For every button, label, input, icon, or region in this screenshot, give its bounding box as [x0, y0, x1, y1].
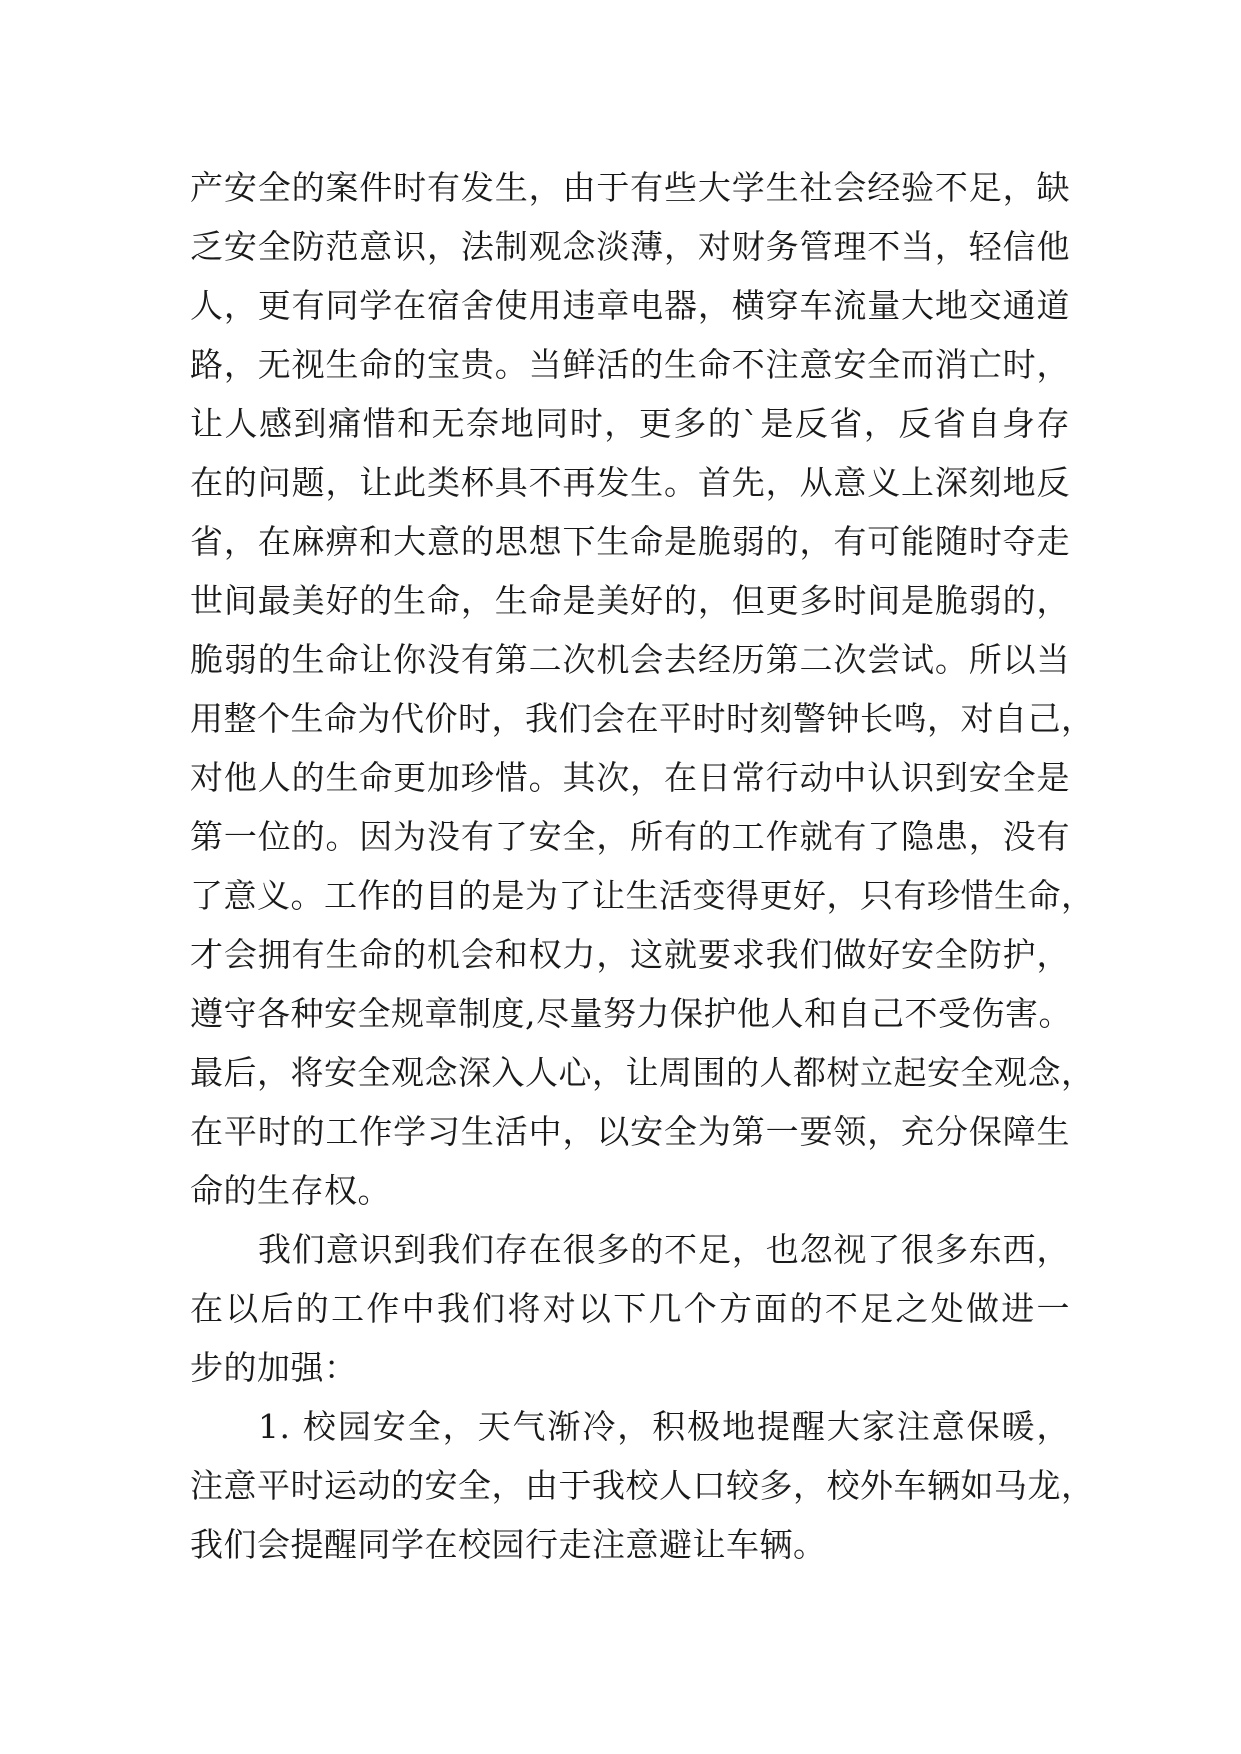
text-line: 脆弱的生命让你没有第二次机会去经历第二次尝试。所以当	[190, 640, 1070, 679]
text-line: 遵守各种安全规章制度,尽量努力保护他人和自己不受伤害。	[190, 994, 1072, 1033]
text-line: 乏安全防范意识，法制观念淡薄，对财务管理不当，轻信他	[190, 227, 1070, 266]
text-line: 注意平时运动的安全，由于我校人口较多，校外车辆如马龙，	[190, 1466, 1095, 1505]
text-line: 了意义。工作的目的是为了让生活变得更好，只有珍惜生命，	[190, 876, 1095, 915]
text-line: 在的问题，让此类杯具不再发生。首先，从意义上深刻地反	[190, 463, 1070, 502]
text-line: 让人感到痛惜和无奈地同时，更多的`是反省，反省自身存	[190, 404, 1070, 443]
text-line: 才会拥有生命的机会和权力，这就要求我们做好安全防护，	[190, 935, 1070, 974]
text-line: 步的加强：	[190, 1348, 358, 1387]
text-line: 路，无视生命的宝贵。当鲜活的生命不注意安全而消亡时，	[190, 345, 1070, 384]
text-line: 在平时的工作学习生活中，以安全为第一要领，充分保障生	[190, 1112, 1070, 1151]
text-line: 产安全的案件时有发生，由于有些大学生社会经验不足，缺	[190, 168, 1070, 207]
text-line: 我们意识到我们存在很多的不足，也忽视了很多东西，	[258, 1230, 1070, 1269]
text-line: 我们会提醒同学在校园行走注意避让车辆。	[190, 1525, 827, 1564]
list-item-line: 1. 校园安全，天气渐冷，积极地提醒大家注意保暖，	[258, 1407, 1070, 1446]
text-line: 人，更有同学在宿舍使用违章电器，横穿车流量大地交通道	[190, 286, 1070, 325]
text-line: 世间最美好的生命，生命是美好的，但更多时间是脆弱的，	[190, 581, 1070, 620]
document-body	[190, 158, 1095, 1574]
text-line: 命的生存权。	[190, 1171, 391, 1210]
text-line: 用整个生命为代价时，我们会在平时时刻警钟长鸣，对自己，	[190, 699, 1095, 738]
text-line: 最后，将安全观念深入人心，让周围的人都树立起安全观念，	[190, 1053, 1095, 1092]
text-line: 在以后的工作中我们将对以下几个方面的不足之处做进一	[190, 1289, 1070, 1328]
text-line: 第一位的。因为没有了安全，所有的工作就有了隐患，没有	[190, 817, 1070, 856]
text-line: 对他人的生命更加珍惜。其次，在日常行动中认识到安全是	[190, 758, 1070, 797]
text-line: 省，在麻痹和大意的思想下生命是脆弱的，有可能随时夺走	[190, 522, 1070, 561]
